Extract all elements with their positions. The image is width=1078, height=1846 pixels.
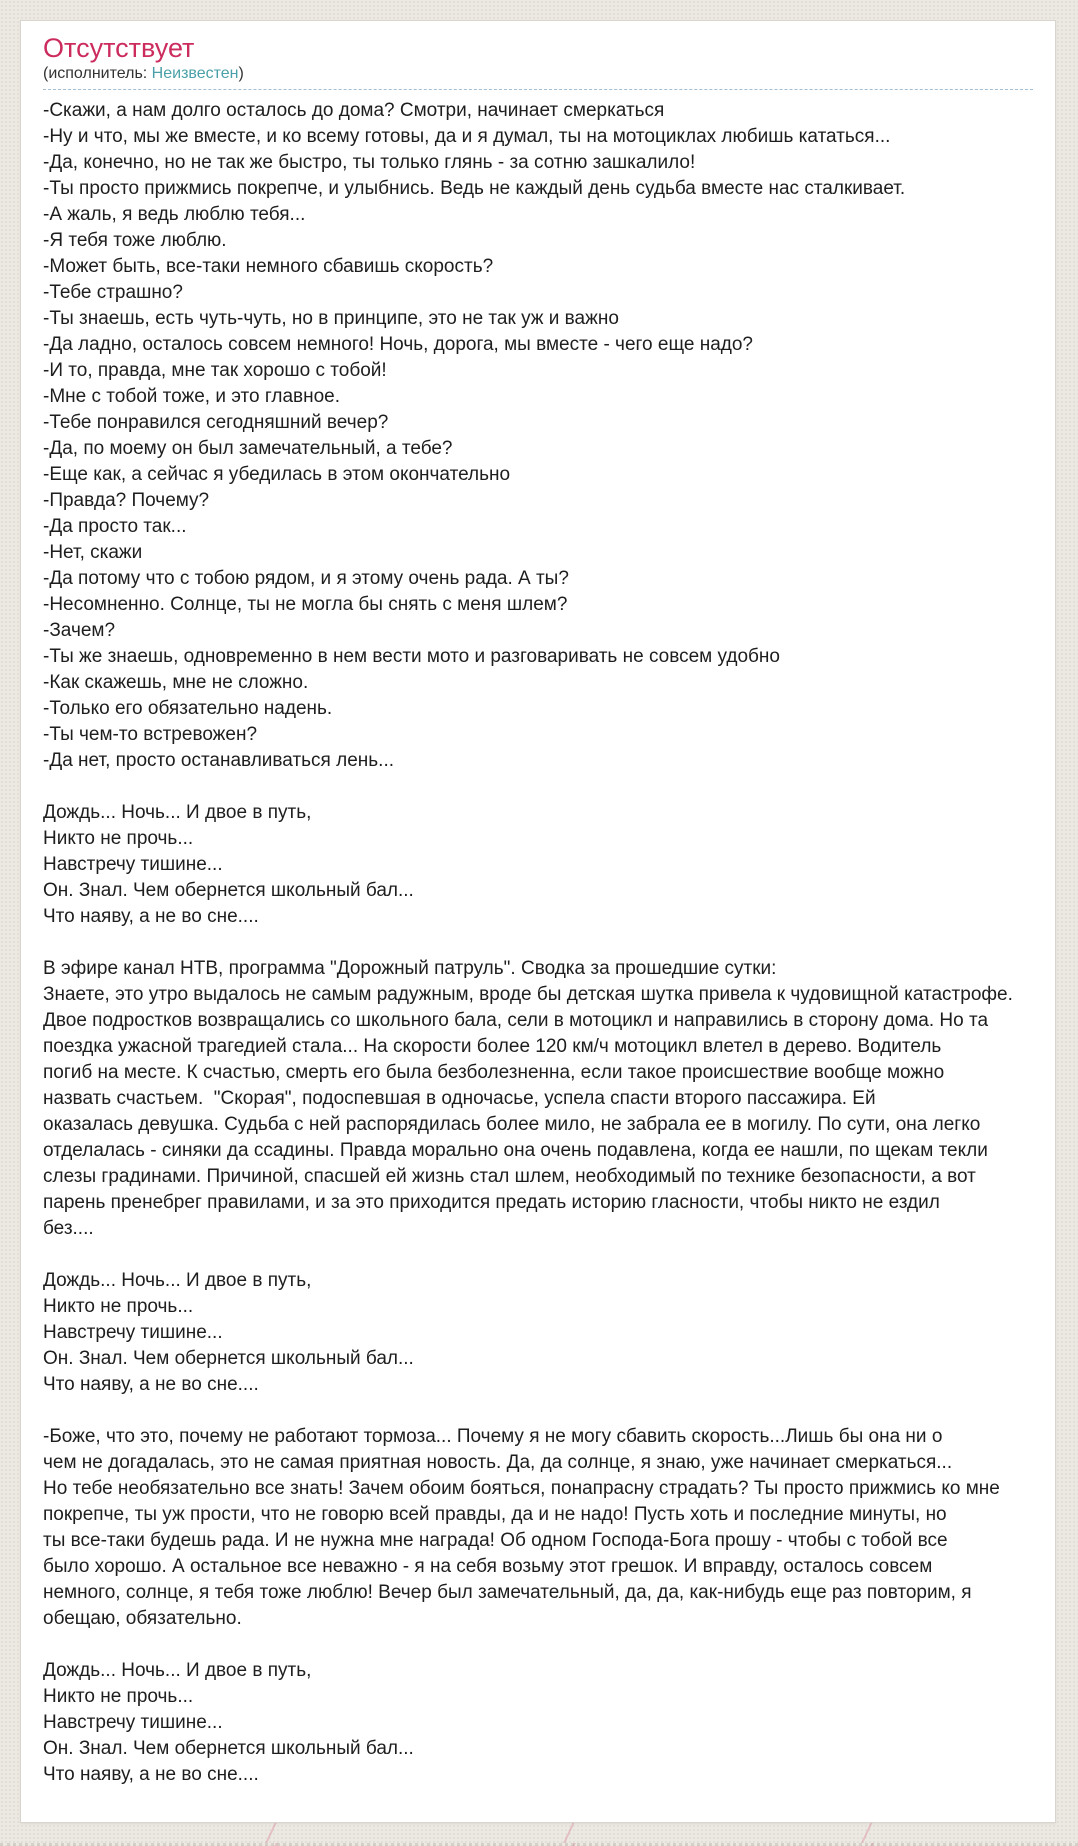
lyric-line: Никто не прочь... bbox=[43, 828, 194, 849]
lyric-block-dialogue bbox=[43, 98, 1033, 774]
lyric-line: -Ты чем-то встревожен? bbox=[43, 724, 258, 745]
lyric-line: Дождь... Ночь... И двое в путь, bbox=[43, 802, 312, 823]
lyric-line: -Да ладно, осталось совсем немного! Ночь, дорога, мы вместе - чего еще надо? bbox=[43, 334, 753, 355]
lyric-line: -Ты знаешь, есть чуть-чуть, но в принципе, это не так уж и важно bbox=[43, 308, 619, 329]
lyric-line: Он. Знал. Чем обернется школьный бал... bbox=[43, 880, 414, 901]
lyric-line: без.... bbox=[43, 1218, 94, 1239]
lyric-line: было хорошо. А остальное все неважно - я на себя возьму этот грешок. И вправду, осталось совсем bbox=[43, 1556, 933, 1577]
lyric-block-chorus bbox=[43, 1268, 1033, 1398]
lyric-line: -Да нет, просто останавливаться лень... bbox=[43, 750, 394, 771]
lyric-line: -Еще как, а сейчас я убедилась в этом окончательно bbox=[43, 464, 511, 485]
page-title: Отсутствует bbox=[43, 33, 195, 63]
lyric-line: -Да, конечно, но не так же быстро, ты только глянь - за сотню зашкалило! bbox=[43, 152, 696, 173]
lyric-line: обещаю, обязательно. bbox=[43, 1608, 242, 1629]
lyric-line: -Тебе страшно? bbox=[43, 282, 183, 303]
lyric-line: -А жаль, я ведь люблю тебя... bbox=[43, 204, 306, 225]
lyric-line: Он. Знал. Чем обернется школьный бал... bbox=[43, 1348, 414, 1369]
lyric-line: слезы градинами. Причиной, спасшей ей жизнь стал шлем, необходимый по технике безопасности, а вот bbox=[43, 1166, 976, 1187]
background-bottom-texture bbox=[0, 1820, 1078, 1846]
lyric-line: Что наяву, а не во сне.... bbox=[43, 906, 259, 927]
lyric-line: -Да потому что с тобою рядом, и я этому очень рада. А ты? bbox=[43, 568, 569, 589]
lyric-line: -Ты же знаешь, одновременно в нем вести мото и разговаривать не совсем удобно bbox=[43, 646, 780, 667]
lyric-line: Он. Знал. Чем обернется школьный бал... bbox=[43, 1738, 414, 1759]
lyric-line: -Да, по моему он был замечательный, а тебе? bbox=[43, 438, 453, 459]
lyric-line: назвать счастьем. "Скорая", подоспевшая в одночасье, успела спасти второго пассажира. Ей bbox=[43, 1088, 876, 1109]
lyric-line: -Боже, что это, почему не работают тормоза... Почему я не могу сбавить скорость...Лишь бы она ни о bbox=[43, 1426, 943, 1447]
lyric-line: Знаете, это утро выдалось не самым радужным, вроде бы детская шутка привела к чудовищной катастрофе. bbox=[43, 984, 1013, 1005]
lyric-line: В эфире канал НТВ, программа "Дорожный патруль". Сводка за прошедшие сутки: bbox=[43, 958, 777, 979]
lyric-line: покрепче, ты уж прости, что не говорю всей правды, да и не надо! Пусть хоть и последние минуты, но bbox=[43, 1504, 947, 1525]
lyric-line: погиб на месте. К счастью, смерть его была безболезненна, если такое происшествие вообще можно bbox=[43, 1062, 945, 1083]
artist-line bbox=[43, 66, 1033, 90]
lyric-line: -Да просто так... bbox=[43, 516, 187, 537]
lyric-line: -Тебе понравился сегодняшний вечер? bbox=[43, 412, 389, 433]
lyric-line: Что наяву, а не во сне.... bbox=[43, 1764, 259, 1785]
lyric-line: чем не догадалась, это не самая приятная новость. Да, да солнце, я знаю, уже начинает смеркаться... bbox=[43, 1452, 953, 1473]
lyric-line: Навстречу тишине... bbox=[43, 1712, 223, 1733]
lyric-line: -И то, правда, мне так хорошо с тобой! bbox=[43, 360, 387, 381]
lyric-line: поездка ужасной трагедией стала... На скорости более 120 км/ч мотоцикл влетел в дерево. Водитель bbox=[43, 1036, 942, 1057]
lyric-line: немного, солнце, я тебя тоже люблю! Вечер был замечательный, да, да, как-нибудь еще раз повторим, я bbox=[43, 1582, 972, 1603]
lyric-line: Дождь... Ночь... И двое в путь, bbox=[43, 1270, 312, 1291]
lyric-line: парень пренебрег правилами, и за это приходится предать историю гласности, чтобы никто не ездил bbox=[43, 1192, 940, 1213]
lyric-line: -Правда? Почему? bbox=[43, 490, 210, 511]
lyric-line: -Мне с тобой тоже, и это главное. bbox=[43, 386, 341, 407]
lyric-block-chorus bbox=[43, 800, 1033, 930]
lyric-line: Никто не прочь... bbox=[43, 1686, 194, 1707]
lyric-line: Двое подростков возвращались со школьного бала, сели в мотоцикл и направились в сторону дома. Но та bbox=[43, 1010, 989, 1031]
lyric-line: -Я тебя тоже люблю. bbox=[43, 230, 227, 251]
lyric-line: -Только его обязательно надень. bbox=[43, 698, 333, 719]
lyric-line: -Как скажешь, мне не сложно. bbox=[43, 672, 309, 693]
lyric-line: -Несомненно. Солнце, ты не могла бы снять с меня шлем? bbox=[43, 594, 568, 615]
lyric-line: Никто не прочь... bbox=[43, 1296, 194, 1317]
lyric-line: отделалась - синяки да ссадины. Правда морально она очень подавлена, когда ее нашли, по щекам текли bbox=[43, 1140, 988, 1161]
lyrics-card bbox=[20, 20, 1056, 1823]
lyric-line: -Скажи, а нам долго осталось до дома? Смотри, начинает смеркаться bbox=[43, 100, 665, 121]
artist-link[interactable]: Неизвестен bbox=[151, 65, 239, 82]
lyric-block-chorus bbox=[43, 1658, 1033, 1788]
lyric-line: -Ну и что, мы же вместе, и ко всему готовы, да и я думал, ты на мотоциклах любишь кататься... bbox=[43, 126, 891, 147]
lyric-line: Дождь... Ночь... И двое в путь, bbox=[43, 1660, 312, 1681]
lyric-line: -Может быть, все-таки немного сбавишь скорость? bbox=[43, 256, 494, 277]
lyric-line: Но тебе необязательно все знать! Зачем обоим бояться, понапрасну страдать? Ты просто прижмись ко мне bbox=[43, 1478, 1000, 1499]
lyric-line: ты все-таки будешь рада. И не нужна мне награда! Об одном Господа-Бога прошу - чтобы с тобой все bbox=[43, 1530, 948, 1551]
lyric-line: -Нет, скажи bbox=[43, 542, 143, 563]
lyric-line: -Ты просто прижмись покрепче, и улыбнись. Ведь не каждый день судьба вместе нас сталкивает. bbox=[43, 178, 906, 199]
lyric-line: Навстречу тишине... bbox=[43, 1322, 223, 1343]
artist-prefix: (исполнитель: bbox=[43, 65, 152, 82]
lyric-line: Навстречу тишине... bbox=[43, 854, 223, 875]
lyric-block-verse bbox=[43, 1424, 1033, 1632]
lyric-line: -Зачем? bbox=[43, 620, 116, 641]
lyric-block-verse bbox=[43, 956, 1033, 1242]
lyric-line: Что наяву, а не во сне.... bbox=[43, 1374, 259, 1395]
lyric-line: оказалась девушка. Судьба с ней распорядилась более мило, не забрала ее в могилу. По сути, она легко bbox=[43, 1114, 981, 1135]
lyrics-text bbox=[43, 98, 1033, 1788]
artist-suffix: ) bbox=[238, 65, 244, 82]
